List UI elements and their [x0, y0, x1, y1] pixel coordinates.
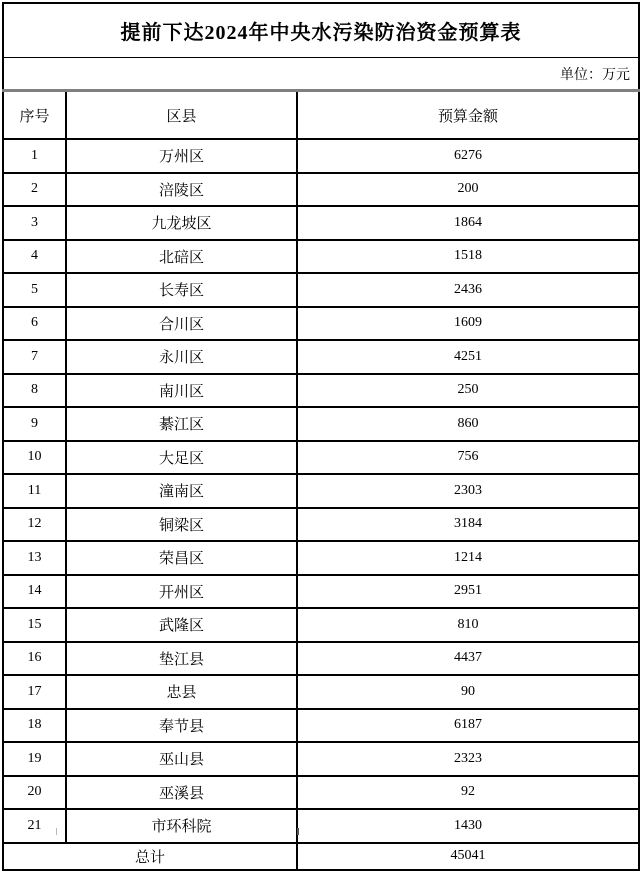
column-header-district: 区县 [66, 91, 297, 140]
table-row [3, 608, 639, 642]
unit-note: 单位：万元 [3, 58, 639, 91]
row-index-cell: 5 [3, 273, 66, 307]
district-cell: 武隆区 [66, 608, 297, 642]
amount-cell: 250 [297, 374, 639, 408]
table-row [3, 340, 639, 374]
table-row [3, 273, 639, 307]
amount-cell: 2951 [297, 575, 639, 609]
amount-cell: 1609 [297, 307, 639, 341]
table-row [3, 675, 639, 709]
amount-cell: 810 [297, 608, 639, 642]
row-index-cell: 15 [3, 608, 66, 642]
row-index-cell: 9 [3, 407, 66, 441]
total-label-cell: 总计 [3, 843, 297, 870]
amount-cell: 2303 [297, 474, 639, 508]
row-index-cell: 12 [3, 508, 66, 542]
amount-cell: 1430 [297, 809, 639, 843]
amount-cell: 6276 [297, 139, 639, 173]
next-row-divider-stub [297, 828, 299, 835]
row-index-cell: 17 [3, 675, 66, 709]
row-index-cell: 14 [3, 575, 66, 609]
page-title: 提前下达2024年中央水污染防治资金预算表 [3, 3, 639, 58]
district-cell: 北碚区 [66, 240, 297, 274]
table-row [3, 776, 639, 810]
district-cell: 南川区 [66, 374, 297, 408]
table-row [3, 407, 639, 441]
table-row [3, 307, 639, 341]
district-cell: 奉节县 [66, 709, 297, 743]
title-row [3, 3, 639, 58]
amount-cell: 200 [297, 173, 639, 207]
table-row [3, 206, 639, 240]
row-index-cell: 10 [3, 441, 66, 475]
row-index-cell: 2 [3, 173, 66, 207]
table-row [3, 139, 639, 173]
district-cell: 涪陵区 [66, 173, 297, 207]
table-row [3, 173, 639, 207]
district-cell: 綦江区 [66, 407, 297, 441]
table-row [3, 374, 639, 408]
table-row [3, 474, 639, 508]
row-index-cell: 6 [3, 307, 66, 341]
row-index-cell: 3 [3, 206, 66, 240]
district-cell: 巫溪县 [66, 776, 297, 810]
amount-cell: 860 [297, 407, 639, 441]
row-index-cell: 11 [3, 474, 66, 508]
district-cell: 万州区 [66, 139, 297, 173]
amount-cell: 1518 [297, 240, 639, 274]
district-cell: 铜梁区 [66, 508, 297, 542]
amount-cell: 756 [297, 441, 639, 475]
row-index-cell: 21 [3, 809, 66, 843]
table-row [3, 642, 639, 676]
total-amount-cell: 45041 [297, 843, 639, 870]
amount-cell: 90 [297, 675, 639, 709]
district-cell: 忠县 [66, 675, 297, 709]
column-header-index: 序号 [3, 91, 66, 140]
table-row [3, 441, 639, 475]
budget-table [2, 2, 640, 871]
district-cell: 潼南区 [66, 474, 297, 508]
unit-row [3, 58, 639, 91]
district-cell: 合川区 [66, 307, 297, 341]
header-row [3, 91, 639, 140]
amount-cell: 4437 [297, 642, 639, 676]
row-index-cell: 18 [3, 709, 66, 743]
amount-cell: 92 [297, 776, 639, 810]
row-index-cell: 19 [3, 742, 66, 776]
row-index-cell: 13 [3, 541, 66, 575]
district-cell: 巫山县 [66, 742, 297, 776]
amount-cell: 6187 [297, 709, 639, 743]
district-cell: 垫江县 [66, 642, 297, 676]
table-row [3, 541, 639, 575]
district-cell: 市环科院 [66, 809, 297, 843]
table-row [3, 809, 639, 843]
table-row [3, 742, 639, 776]
row-index-cell: 1 [3, 139, 66, 173]
amount-cell: 1864 [297, 206, 639, 240]
district-cell: 九龙坡区 [66, 206, 297, 240]
total-row [3, 843, 639, 870]
amount-cell: 1214 [297, 541, 639, 575]
table-row [3, 709, 639, 743]
next-row-divider-stub [56, 828, 57, 835]
table-row [3, 240, 639, 274]
amount-cell: 2323 [297, 742, 639, 776]
row-index-cell: 16 [3, 642, 66, 676]
row-index-cell: 20 [3, 776, 66, 810]
table-row [3, 508, 639, 542]
row-index-cell: 4 [3, 240, 66, 274]
amount-cell: 3184 [297, 508, 639, 542]
district-cell: 开州区 [66, 575, 297, 609]
amount-cell: 4251 [297, 340, 639, 374]
table-row [3, 575, 639, 609]
district-cell: 永川区 [66, 340, 297, 374]
row-index-cell: 8 [3, 374, 66, 408]
district-cell: 长寿区 [66, 273, 297, 307]
row-index-cell: 7 [3, 340, 66, 374]
district-cell: 大足区 [66, 441, 297, 475]
column-header-amount: 预算金额 [297, 91, 639, 140]
district-cell: 荣昌区 [66, 541, 297, 575]
amount-cell: 2436 [297, 273, 639, 307]
